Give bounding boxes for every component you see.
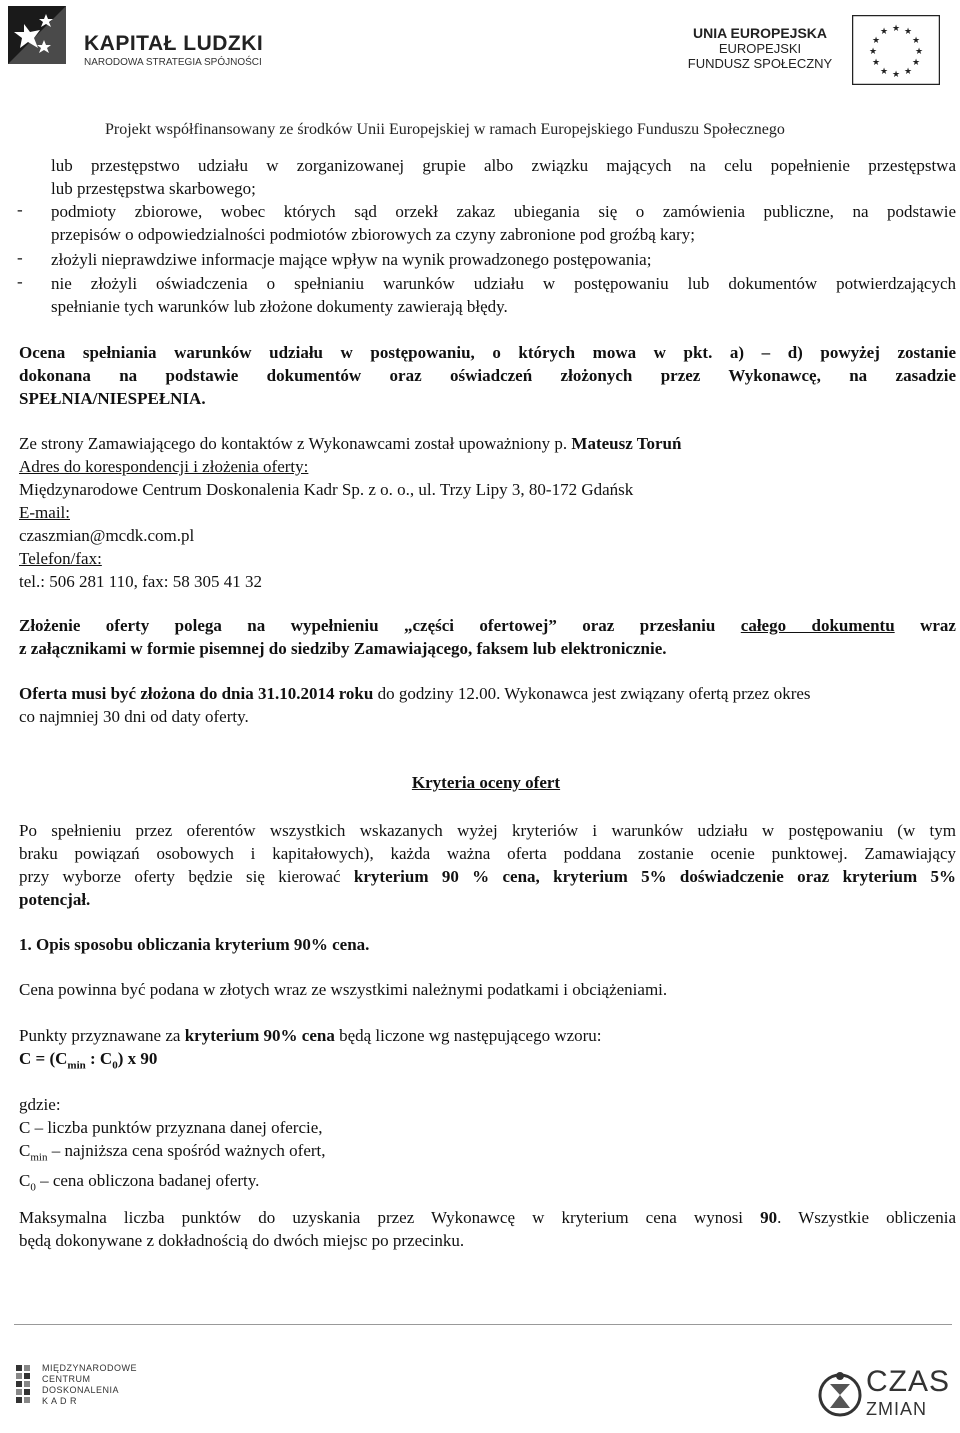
criteria-heading: Kryteria oceny ofert <box>411 773 561 792</box>
formula-sub: 0 <box>112 1059 118 1072</box>
svg-text:★: ★ <box>903 27 913 37</box>
text-line <box>19 865 956 888</box>
mcdk-line4: K A D R <box>42 1396 78 1406</box>
text-line <box>19 1024 956 1047</box>
deadline-date: Oferta musi być złożona do dnia 31.10.2014 roku <box>19 684 374 703</box>
kapital-ludzki-logo <box>6 4 266 66</box>
czas-line1: CZAS <box>866 1365 951 1398</box>
svg-text:★: ★ <box>879 27 889 37</box>
text-sub: 0 <box>30 1181 36 1194</box>
exclusion-continuation <box>51 154 956 177</box>
criteria-paragraph <box>19 819 956 911</box>
address-label: Adres do korespondencji i złożenia oferty: <box>19 457 309 476</box>
formula <box>19 1047 956 1077</box>
text-line: przepisów o odpowiedzialności podmiotów zbiorowych za czyny zabronione pod groźbą kary; <box>51 225 695 244</box>
text-span: do godziny 12.00. Wykonawca jest związany ofertą przez okres <box>373 684 811 703</box>
formula-part: : C <box>85 1049 113 1068</box>
text-line <box>19 1206 956 1229</box>
mcdk-logo <box>16 1363 156 1409</box>
email-link[interactable]: czaszmian@mcdk.com.pl <box>19 526 195 545</box>
svg-text:★: ★ <box>871 58 881 68</box>
footer-divider <box>14 1324 952 1325</box>
submission-paragraph <box>19 614 956 660</box>
text-line: Po spełnieniu przez oferentów wszystkich wskazanych wyżej kryteriów i warunków udziału w postępowaniu (w tym <box>19 821 956 840</box>
text-line: z załącznikami w formie pisemnej do siedziby Zamawiającego, faksem lub elektronicznie. <box>19 639 667 658</box>
list-item: złożyli nieprawdziwe informacje mające wpływ na wynik prowadzonego postępowania; <box>51 250 652 269</box>
text-span: wraz <box>894 616 956 635</box>
mcdk-emblem-icon <box>16 1365 38 1407</box>
text-span: Maksymalna liczba punktów do uzyskania przez Wykonawcę w kryterium cena wynosi <box>19 1208 761 1227</box>
list-dash: - <box>17 248 23 267</box>
text-line: nie złożyli oświadczenia o spełnianiu warunków udziału w postępowaniu lub dokumentów potwierdzających <box>51 274 956 293</box>
text-line: podmioty zbiorowe, wobec których sąd orzekł zakaz ubiegania się o zamówienia publiczne, na podstawie <box>51 202 956 221</box>
text-line: SPEŁNIA/NIESPEŁNIA. <box>19 389 206 408</box>
text-span: – najniższa cena spośród ważnych ofert, <box>47 1141 326 1160</box>
underlined-text: całego dokumentu <box>740 616 895 635</box>
contact-block <box>19 432 956 593</box>
svg-text:★: ★ <box>891 70 901 80</box>
list-dash: - <box>17 272 23 291</box>
phone: tel.: 506 281 110, fax: 58 305 41 32 <box>19 572 263 591</box>
kapital-ludzki-subtitle: NARODOWA STRATEGIA SPÓJNOŚCI <box>84 57 262 68</box>
eu-logo-line3: FUNDUSZ SPOŁECZNY <box>687 56 833 71</box>
contact-intro-text: Ze strony Zamawiającego do kontaktów z Wykonawcami został upoważniony p. <box>19 434 572 453</box>
eu-logo <box>680 10 950 85</box>
email-label: E-mail: <box>19 503 70 522</box>
definitions <box>19 1093 956 1200</box>
svg-text:★: ★ <box>891 24 901 34</box>
text-span: przy wyborze oferty będzie się kierować <box>19 867 354 886</box>
text-span: . Wszystkie obliczenia <box>777 1208 956 1227</box>
list-item <box>51 272 956 318</box>
text-span: Złożenie oferty polega na wypełnieniu „części ofertowej” oraz przesłaniu <box>19 616 741 635</box>
contact-intro <box>19 432 956 455</box>
text-line: Ocena spełniania warunków udziału w postępowaniu, o których mowa w pkt. a) – d) powyżej zostanie <box>19 343 956 362</box>
text-line: będą dokonywane z dokładnością do dwóch miejsc po przecinku. <box>19 1231 465 1250</box>
max-points-paragraph <box>19 1206 956 1252</box>
section-heading-1: 1. Opis sposobu obliczania kryterium 90% cena. <box>19 935 370 954</box>
svg-text:★: ★ <box>911 58 921 68</box>
list-dash: - <box>17 200 23 219</box>
svg-text:★: ★ <box>868 47 878 57</box>
svg-text:★: ★ <box>914 47 924 57</box>
text-span: kryterium 90% cena <box>184 1026 335 1045</box>
text-line: braku powiązań osobowych i kapitałowych), każda ważna oferta poddana zostanie ocenie punktowej. Zamawiający <box>19 844 956 863</box>
kapital-ludzki-emblem-icon <box>6 4 78 66</box>
hourglass-figure-icon <box>818 1364 862 1426</box>
deadline-paragraph <box>19 682 956 728</box>
formula-part: C = (C <box>19 1049 68 1068</box>
text-sub: min <box>30 1151 48 1164</box>
mcdk-line2: CENTRUM <box>42 1374 91 1384</box>
formula-sub: min <box>67 1059 86 1072</box>
text-line: lub przestępstwa skarbowego; <box>51 179 256 198</box>
phone-label: Telefon/fax: <box>19 549 102 568</box>
text-line <box>19 682 956 705</box>
czas-zmian-logo <box>818 1362 952 1428</box>
eu-logo-line2: EUROPEJSKI <box>718 41 802 56</box>
text-span: będą liczone wg następującego wzoru: <box>334 1026 602 1045</box>
text-span: C <box>19 1171 31 1191</box>
formula-part: ) x 90 <box>117 1049 158 1068</box>
svg-text:★: ★ <box>903 67 913 77</box>
text-span: C <box>19 1141 31 1160</box>
svg-text:★: ★ <box>879 67 889 77</box>
svg-text:★: ★ <box>871 36 881 46</box>
mcdk-line1: MIĘDZYNARODOWE <box>42 1363 138 1373</box>
text-line: gdzie: <box>19 1095 61 1114</box>
text-line <box>19 614 956 637</box>
text-span: Punkty przyznawane za <box>19 1026 185 1045</box>
price-note: Cena powinna być podana w złotych wraz ze wszystkimi należnymi podatkami i obciążeniami. <box>19 980 668 999</box>
svg-text:★: ★ <box>911 36 921 46</box>
contact-person: Mateusz Toruń <box>571 434 682 453</box>
criteria-weights: kryterium 90 % cena, kryterium 5% doświadczenie oraz kryterium 5% <box>353 867 956 886</box>
address: Międzynarodowe Centrum Doskonalenia Kadr Sp. z o. o., ul. Trzy Lipy 3, 80-172 Gdańsk <box>19 480 634 499</box>
czas-line2: ZMIAN <box>866 1399 927 1419</box>
assessment-paragraph <box>19 341 956 410</box>
points-intro <box>19 1024 956 1077</box>
text-line: spełnianie tych warunków lub złożone dokumenty zawierają błędy. <box>51 297 508 316</box>
max-points-value: 90 <box>760 1208 778 1227</box>
eu-flag-icon <box>852 15 940 85</box>
text-line: dokonana na podstawie dokumentów oraz oświadczeń złożonych przez Wykonawcę, na zasadzie <box>19 366 956 385</box>
text-line: potencjał. <box>19 890 91 909</box>
text-line: lub przestępstwo udziału w zorganizowanej grupie albo związku mających na celu popełnienie przestępstwa <box>51 156 956 175</box>
eu-logo-line1: UNIA EUROPEJSKA <box>692 25 828 41</box>
definition-cmin <box>19 1139 956 1169</box>
list-item <box>51 200 956 246</box>
text-line: co najmniej 30 dni od daty oferty. <box>19 707 249 726</box>
kapital-ludzki-title: KAPITAŁ LUDZKI <box>84 32 264 55</box>
cofinancing-note: Projekt współfinansowany ze środków Unii Europejskiej w ramach Europejskiego Funduszu Społecznego <box>105 121 785 138</box>
text-span: – cena obliczona badanej oferty. <box>35 1171 260 1191</box>
definition-c0 <box>19 1169 956 1199</box>
definition-c: C – liczba punktów przyznana danej ofercie, <box>19 1118 323 1137</box>
mcdk-line3: DOSKONALENIA <box>42 1385 120 1395</box>
